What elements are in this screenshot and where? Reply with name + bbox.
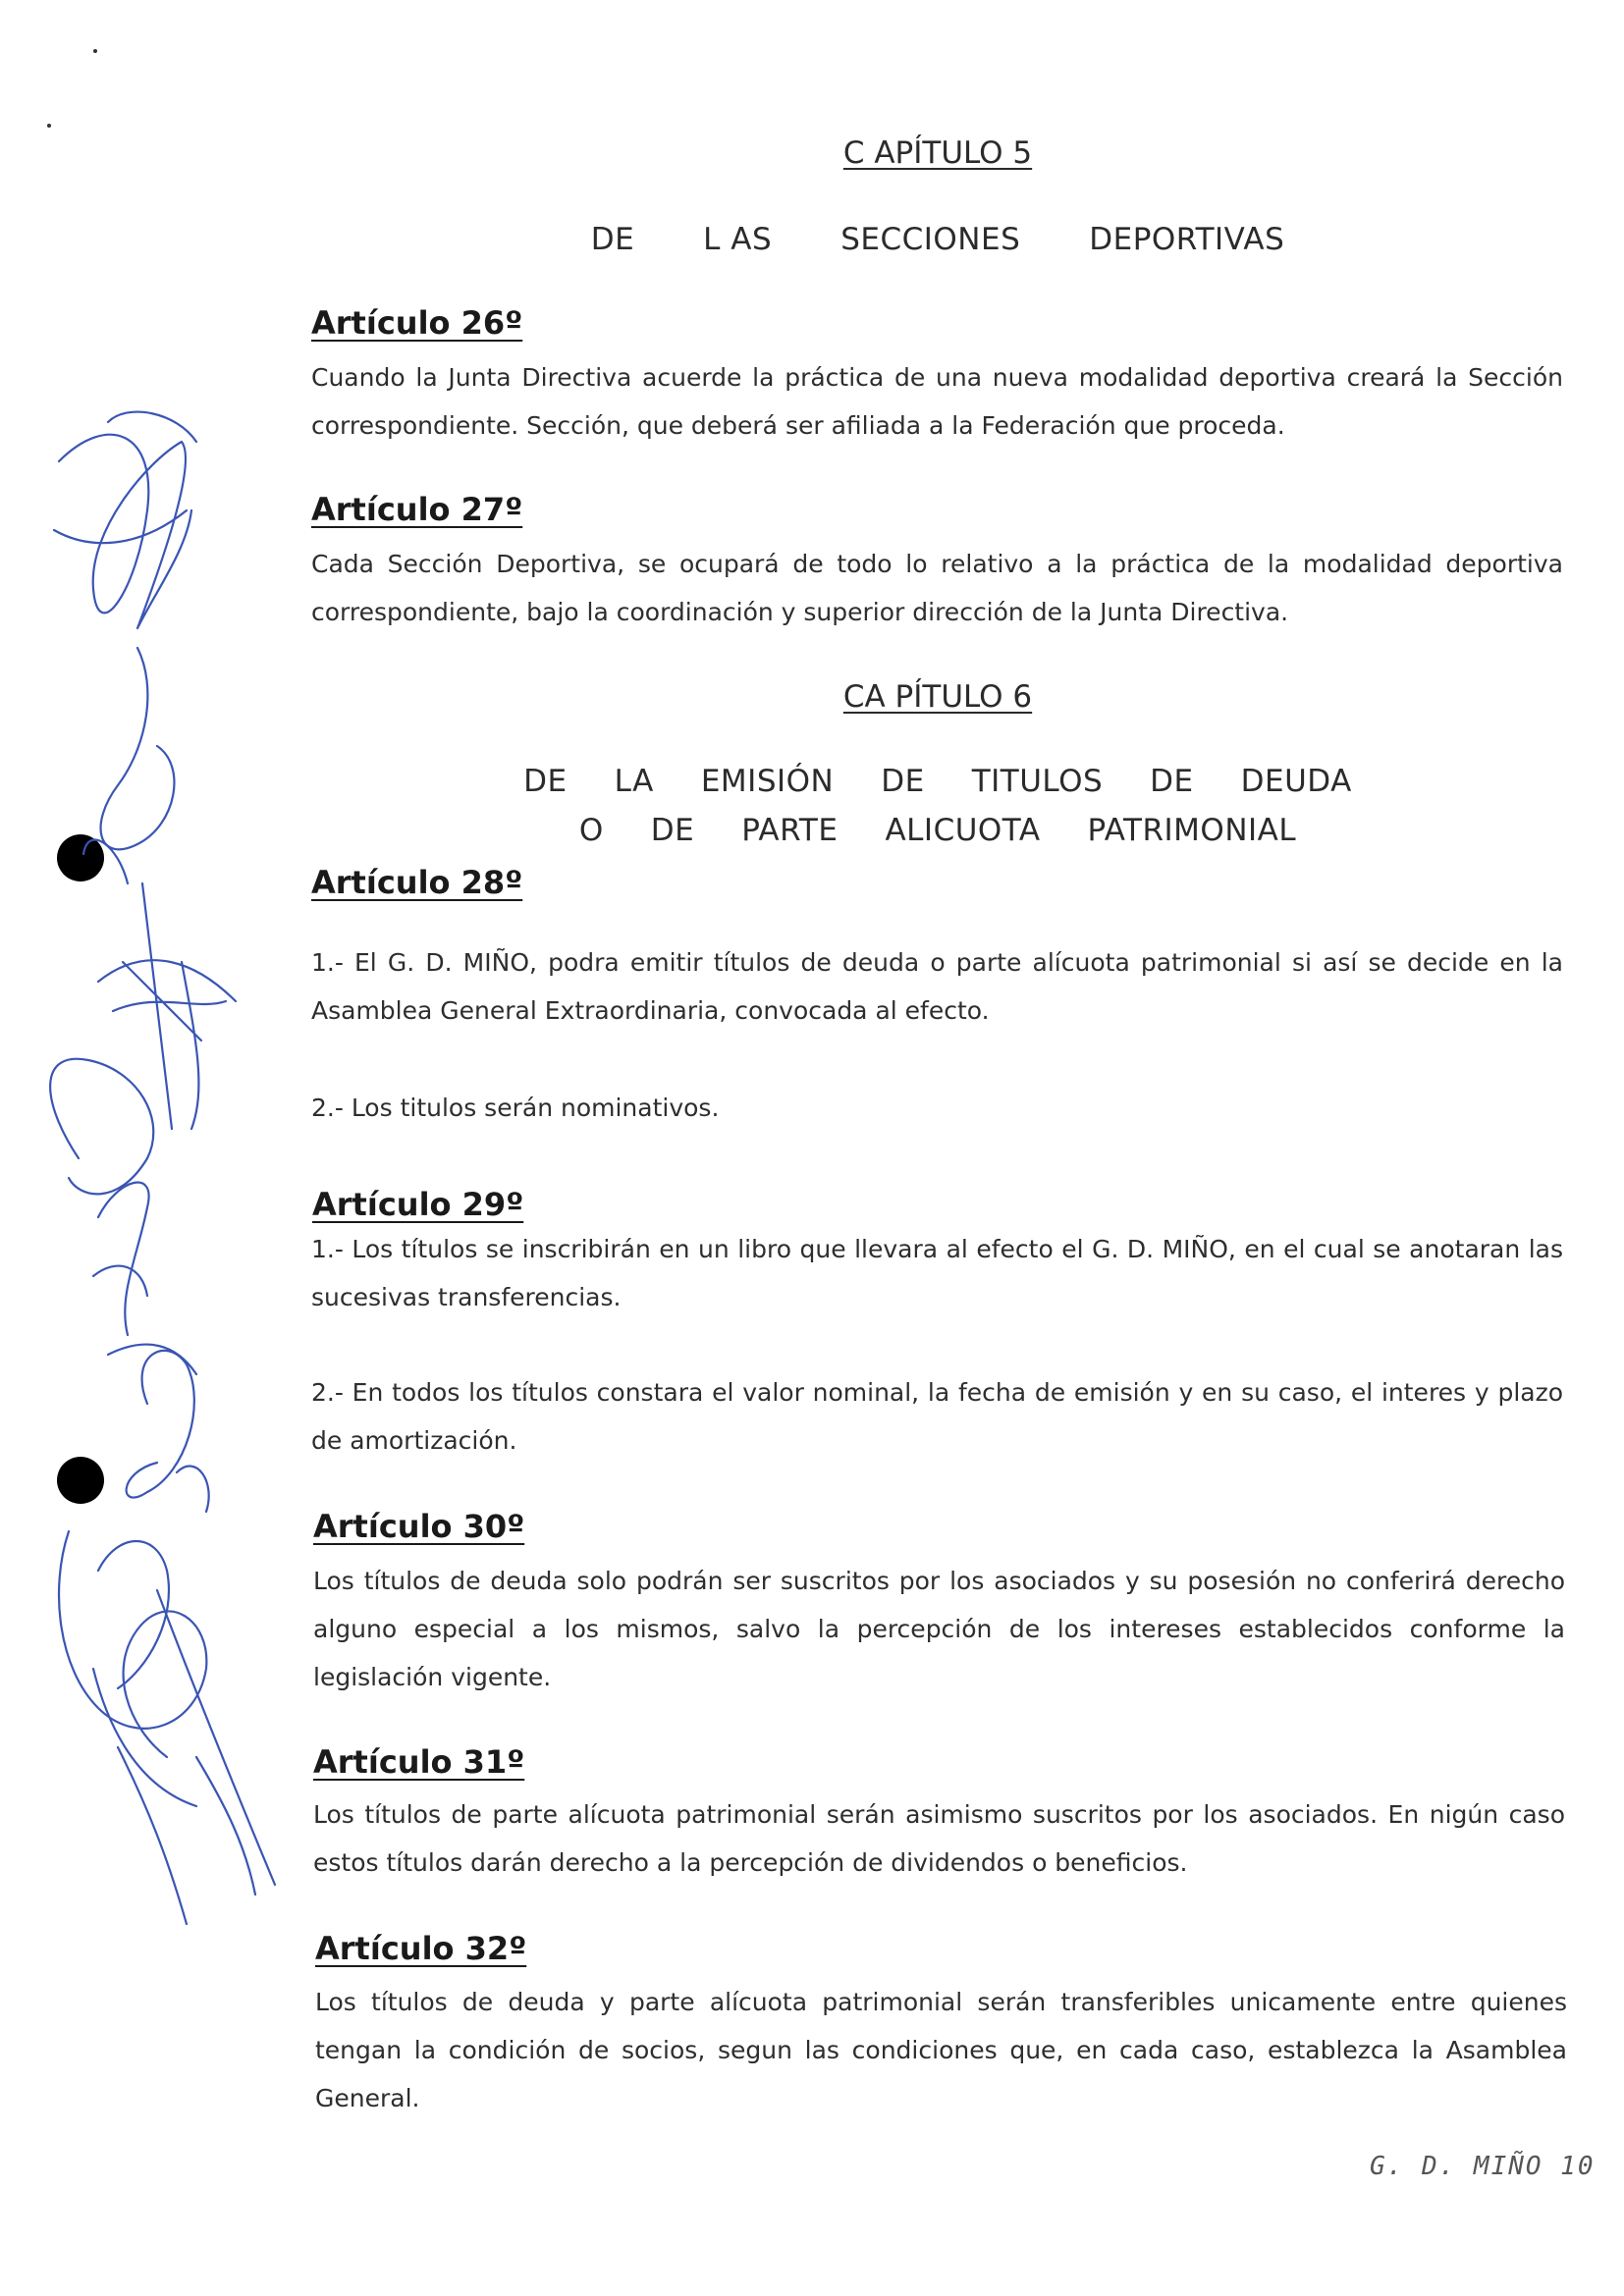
chapter-6-subtitle-line-2 bbox=[314, 813, 1561, 848]
article-29-paragraph-2: 2.- En todos los títulos constara el valor nominal, la fecha de emisión y en su caso, el interes y plazo de amortización. bbox=[311, 1378, 1563, 1455]
page-footer: G. D. MIÑO 10 bbox=[1370, 2152, 1596, 2181]
article-32-heading: Artículo 32º bbox=[315, 1930, 527, 1967]
subtitle-word: EMISIÓN bbox=[700, 764, 835, 799]
chapter-5-title: C APÍTULO 5 bbox=[842, 135, 1033, 171]
subtitle-word: PATRIMONIAL bbox=[1087, 813, 1297, 848]
subtitle-word: PARTE bbox=[741, 813, 839, 848]
subtitle-word: SECCIONES bbox=[840, 222, 1021, 257]
subtitle-word: TITULOS bbox=[971, 764, 1104, 799]
subtitle-word: DE bbox=[523, 764, 568, 799]
article-28-paragraph-1: 1.- El G. D. MIÑO, podra emitir títulos de deuda o parte alícuota patrimonial si así se decide en la Asamblea General Extraordinaria, convocada al efecto. bbox=[311, 948, 1563, 1025]
subtitle-word: DE bbox=[881, 764, 925, 799]
article-32-text: Los títulos de deuda y parte alícuota patrimonial serán transferibles unicamente entre quienes tengan la condición de socios, segun las condiciones que, en cada caso, establezca la Asamblea General. bbox=[315, 1988, 1567, 2112]
article-28-heading: Artículo 28º bbox=[311, 864, 523, 901]
subtitle-word: DE bbox=[1150, 764, 1194, 799]
chapter-6-title: CA PÍTULO 6 bbox=[842, 679, 1033, 715]
subtitle-word: DEPORTIVAS bbox=[1089, 222, 1285, 257]
subtitle-word: DEUDA bbox=[1240, 764, 1352, 799]
article-31-text: Los títulos de parte alícuota patrimonial serán asimismo suscritos por los asociados. En nigún caso estos títulos darán derecho a la percepción de dividendos o beneficios. bbox=[313, 1800, 1565, 1877]
subtitle-word: O bbox=[578, 813, 604, 848]
article-30-heading: Artículo 30º bbox=[313, 1508, 525, 1545]
subtitle-word: L AS bbox=[703, 222, 773, 257]
subtitle-word: LA bbox=[614, 764, 654, 799]
article-26-text: Cuando la Junta Directiva acuerde la práctica de una nueva modalidad deportiva creará la Sección correspondiente. Sección, que deberá ser afiliada a la Federación que proceda. bbox=[311, 363, 1563, 440]
article-30-text: Los títulos de deuda solo podrán ser suscritos por los asociados y su posesión no conferirá derecho alguno especial a los mismos, salvo la percepción de los intereses establecidos conforme la legislación vigente. bbox=[313, 1567, 1565, 1691]
chapter-5-subtitle bbox=[314, 222, 1561, 257]
subtitle-word: ALICUOTA bbox=[885, 813, 1041, 848]
article-27-text: Cada Sección Deportiva, se ocupará de todo lo relativo a la práctica de la modalidad deportiva correspondiente, bajo la coordinación y superior dirección de la Junta Directiva. bbox=[311, 550, 1563, 626]
margin-signatures bbox=[0, 0, 295, 2296]
chapter-6-subtitle-line-1 bbox=[314, 764, 1561, 799]
subtitle-word: DE bbox=[650, 813, 695, 848]
article-26-heading: Artículo 26º bbox=[311, 304, 523, 342]
article-28-paragraph-2: 2.- Los titulos serán nominativos. bbox=[311, 1094, 720, 1122]
subtitle-word: DE bbox=[590, 222, 635, 257]
article-27-heading: Artículo 27º bbox=[311, 491, 523, 528]
article-29-heading: Artículo 29º bbox=[312, 1186, 524, 1223]
article-29-paragraph-1: 1.- Los títulos se inscribirán en un libro que llevara al efecto el G. D. MIÑO, en el cual se anotaran las sucesivas transferencias. bbox=[311, 1235, 1563, 1311]
article-31-heading: Artículo 31º bbox=[313, 1743, 525, 1781]
